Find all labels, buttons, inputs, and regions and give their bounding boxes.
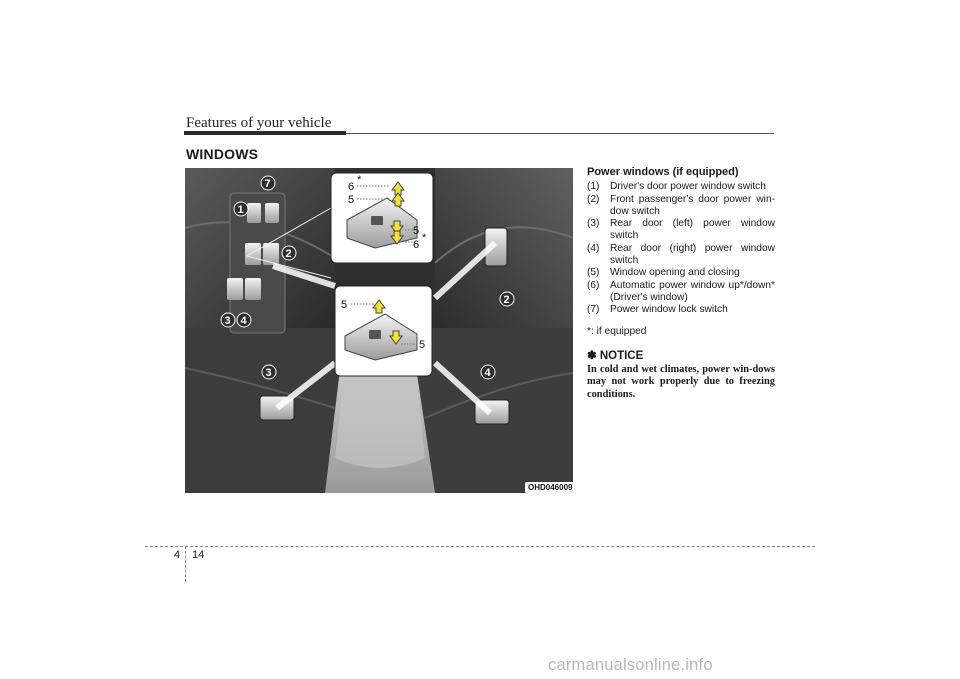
callout-4-driver [237, 313, 251, 327]
driver-switch-front-left [245, 243, 261, 265]
driver-switch-front-right [263, 243, 279, 265]
list-item [587, 218, 775, 243]
footer-rule [145, 546, 815, 547]
footnote: *: if equipped [587, 325, 647, 337]
inset-mid-label-5: 5 [341, 299, 348, 311]
driver-switch-lock [247, 203, 261, 223]
list-item-number: (2) [587, 193, 600, 205]
inset-top-star-1: * [357, 174, 362, 186]
callout-4-rear [481, 365, 495, 379]
section-title: Features of your vehicle [186, 115, 332, 131]
watermark: carmanualsonline.info [548, 656, 713, 674]
list-item-text: Front passenger's door power win-dow switch [610, 193, 775, 217]
callout-2-passenger [500, 292, 514, 306]
list-item-text: Window opening and closing [610, 267, 740, 279]
page-number: 14 [192, 549, 205, 561]
callout-3-driver [221, 313, 235, 327]
header-rule-thin [346, 133, 774, 134]
chapter-number: 4 [174, 549, 181, 561]
list-item [587, 194, 775, 219]
list-item-number: (7) [587, 304, 600, 316]
driver-switch-mirror [265, 203, 279, 223]
footer-divider [185, 546, 186, 582]
power-window-illustration [185, 168, 573, 493]
seat-fold [335, 368, 425, 468]
list-item-number: (3) [587, 218, 600, 230]
inset-top-label-5-right: 5 [413, 225, 420, 237]
inset-top-label-6: 6 [348, 181, 355, 193]
inset-top-star-2: * [422, 232, 427, 244]
notice-body: In cold and wet climates, power win-dows may not work properly due to freezing conditions. [587, 364, 775, 400]
list-item-number: (1) [587, 181, 600, 193]
list-item [587, 280, 775, 305]
callout-1 [234, 202, 248, 216]
list-item-number: (4) [587, 242, 600, 254]
list-item-text: Rear door (right) power window switch [610, 242, 775, 267]
driver-switch-rear-right [245, 278, 261, 300]
header-rule-thick [184, 131, 346, 135]
inset-top-label-6-right: 6 [413, 239, 420, 251]
content-column [587, 166, 775, 401]
inset-top-label-5: 5 [348, 194, 355, 206]
list-item-text: Driver's door power window switch [610, 181, 766, 193]
list-item-text: Power window lock switch [610, 304, 728, 316]
callout-3-driver-label: 3 [224, 315, 231, 327]
notice-title: ✽ NOTICE [587, 349, 644, 362]
callout-1-label: 1 [237, 204, 244, 216]
page-heading: WINDOWS [186, 146, 259, 162]
list-item-text: Automatic power window up*/down* (Driver's window) [610, 279, 775, 303]
list-item [587, 181, 775, 193]
callout-3-rear [262, 365, 276, 379]
list-item-text: Rear door (left) power window switch [610, 218, 775, 242]
list-item [587, 243, 775, 268]
callout-7 [261, 176, 275, 190]
callout-3-rear-label: 3 [265, 367, 272, 379]
inset-mid-label-5-right: 5 [419, 339, 426, 351]
list-item-number: (6) [587, 279, 600, 291]
callout-2-passenger-label: 2 [503, 294, 510, 306]
callout-4-driver-label: 4 [240, 315, 247, 327]
list-item-number: (5) [587, 267, 600, 279]
spacer [587, 317, 775, 326]
figure-code: OHD046009 [525, 482, 575, 493]
list-item [587, 267, 775, 279]
callout-2-driver-label: 2 [285, 248, 292, 260]
list-item [587, 304, 775, 316]
inset-mid-switch-icon [369, 330, 381, 339]
driver-switch-rear-left [227, 278, 243, 300]
callout-2-driver [282, 246, 296, 260]
power-windows-heading: Power windows (if equipped) [587, 166, 739, 178]
callout-4-rear-label: 4 [484, 367, 491, 379]
callout-7-label: 7 [264, 178, 271, 190]
inset-top-switch-icon [371, 216, 383, 225]
